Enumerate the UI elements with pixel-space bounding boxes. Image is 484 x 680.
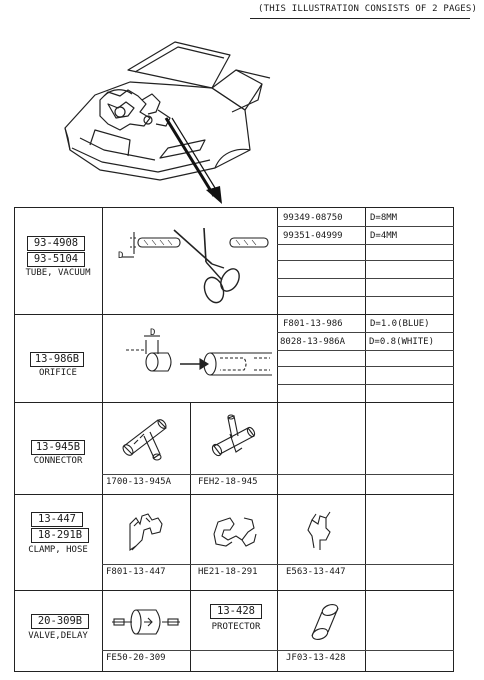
col-divider-4 [190, 402, 191, 672]
part-number-box: 13-986B [30, 352, 84, 367]
spec-line [277, 350, 454, 351]
delay-valve-icon [106, 596, 188, 648]
spec-part-number: 99351-04999 [283, 231, 343, 241]
part-name: CONNECTOR [33, 456, 83, 466]
spec-part-number: 8028-13-986A [280, 337, 346, 347]
hose-clamp-double-icon [198, 500, 270, 560]
spec-line [277, 296, 454, 297]
item-part-number: JF03-13-428 [286, 653, 346, 663]
part-number-box: 93-4908 [27, 236, 85, 251]
item-part-number: 1700-13-945A [106, 477, 172, 487]
spec-description: D=0.8(WHITE) [369, 337, 435, 347]
part-name: VALVE,DELAY [28, 631, 88, 641]
spec-line [277, 366, 454, 367]
row-sep-3 [14, 494, 454, 495]
spec-line [277, 226, 454, 227]
car-engine-illustration [0, 0, 484, 210]
spec-line [277, 260, 454, 261]
spec-line [277, 278, 454, 279]
col-divider-3 [365, 207, 366, 402]
dimension-label: D [150, 328, 156, 338]
col-divider-5 [365, 402, 366, 672]
protector-sleeve-icon [296, 596, 356, 648]
hose-clamp-small-icon [290, 500, 356, 560]
part-number-box: 13-945B [31, 440, 85, 455]
item-label-line [102, 650, 454, 651]
item-part-number: FEH2-18-945 [198, 477, 258, 487]
part-name: ORIFICE [39, 368, 77, 378]
part-name: CLAMP, HOSE [28, 545, 88, 555]
item-part-number: FE50-20-309 [106, 653, 166, 663]
spec-description: D=4MM [370, 231, 398, 241]
col-divider-1 [102, 207, 103, 672]
protector-name: PROTECTOR [211, 622, 261, 632]
spec-part-number: F801-13-986 [283, 319, 343, 329]
item-part-number: F801-13-447 [106, 567, 166, 577]
part-number-box: 13-447 [31, 512, 83, 527]
hose-clamp-icon [112, 500, 184, 560]
spec-description: D=8MM [370, 213, 398, 223]
spec-line [277, 244, 454, 245]
vacuum-tube-scissors-icon [104, 212, 276, 312]
protector-part-box: 13-428 [210, 604, 262, 619]
row-sep-1 [14, 314, 454, 315]
part-number-box: 93-5104 [27, 252, 85, 267]
item-part-number: HE21-18-291 [198, 567, 258, 577]
spec-line [277, 384, 454, 385]
orifice-illustration [104, 320, 276, 400]
part-name: TUBE, VACUUM [25, 268, 91, 278]
part-number-box: 18-291B [31, 528, 89, 543]
dimension-label: D [118, 251, 124, 261]
row-sep-4 [14, 590, 454, 591]
spec-line [277, 332, 454, 333]
item-label-line [102, 564, 454, 565]
spec-description: D=1.0(BLUE) [370, 319, 430, 329]
col-divider-2 [277, 207, 278, 672]
connector-cross-icon [196, 406, 272, 470]
item-label-line [102, 474, 454, 475]
part-number-box: 20-309B [31, 614, 89, 629]
row-sep-2 [14, 402, 454, 403]
connector-tee-icon [110, 406, 186, 470]
spec-part-number: 99349-08750 [283, 213, 343, 223]
illustration-page-note: (THIS ILLUSTRATION CONSISTS OF 2 PAGES) [258, 4, 478, 14]
item-part-number: E563-13-447 [286, 567, 346, 577]
